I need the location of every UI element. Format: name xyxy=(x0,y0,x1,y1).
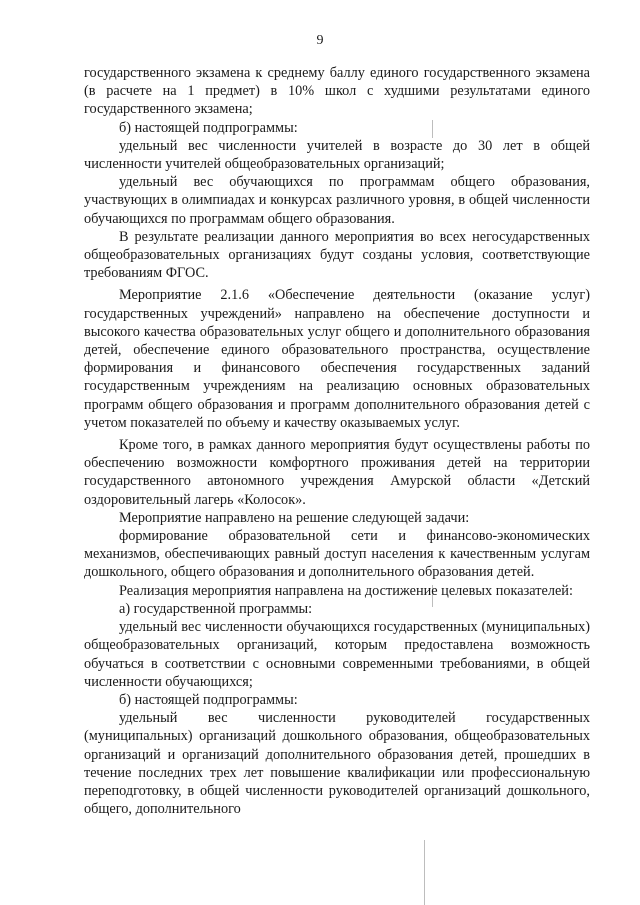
paragraph: Мероприятие 2.1.6 «Обеспечение деятельности (оказание услуг) государственных учреждений» направлено на обеспечение доступности и высокого качества образовательных услуг общего и дополнительного образования детей, обеспечение единого образовательного пространства, осуществление формирования и финансового обеспечения государственных заданий государственным учреждениям на реализацию основных образовательных программ общего образования и программ дополнительного образования детей с учетом показателей по объему и качеству оказываемых услуг. xyxy=(84,287,590,431)
paragraph: удельный вес численности учителей в возрасте до 30 лет в общей численности учителей общеобразовательных организаций; xyxy=(84,137,590,173)
paragraph: удельный вес численности обучающихся государственных (муниципальных) общеобразовательных организаций, которым предоставлена возможность обучаться в соответствии с основными современными требованиями, в общей численности обучающихся; xyxy=(84,619,590,690)
paragraph: формирование образовательной сети и финансово-экономических механизмов, обеспечивающих равный доступ населения к качественным услугам дошкольного, общего образования и дополнительного образования детей. xyxy=(84,528,590,581)
paragraph: В результате реализации данного мероприятия во всех негосударственных общеобразовательных организациях будут созданы условия, соответствующие требованиям ФГОС. xyxy=(84,228,590,282)
paragraph: б) настоящей подпрограммы: xyxy=(119,119,298,136)
paragraph: удельный вес обучающихся по программам общего образования, участвующих в олимпиадах и конкурсах различного уровня, в общей численности обучающихся по программам общего образования. xyxy=(84,174,590,227)
paragraph: а) государственной программы: xyxy=(119,600,313,617)
paragraph: удельный вес численности руководителей государственных (муниципальных) организаций дошкольного образования, общеобразовательных организаций и организаций дополнительного образования детей, прошедших в течение последних трех лет повышение квалификации или профессиональную переподготовку, в общей численности руководителей организаций дошкольного, общего, дополнительного xyxy=(84,710,590,818)
page-number: 9 xyxy=(316,33,324,48)
paragraph: государственного экзамена к среднему баллу единого государственного экзамена (в расчете на 1 предмет) в 10% школ с худшими результатами единого государственного экзамена; xyxy=(84,65,590,118)
paragraph: б) настоящей подпрограммы: xyxy=(119,691,298,708)
paragraph: Мероприятие направлено на решение следующей задачи: xyxy=(119,509,470,526)
body-text xyxy=(84,64,590,818)
paragraph: Кроме того, в рамках данного мероприятия будут осуществлены работы по обеспечению возможности комфортного проживания детей на территории государственного автономного учреждения Амурской области «Детский оздоровительный лагерь «Колосок». xyxy=(84,437,590,508)
paragraph: Реализация мероприятия направлена на достижение целевых показателей: xyxy=(119,582,573,599)
scan-artifact-line xyxy=(424,840,425,905)
